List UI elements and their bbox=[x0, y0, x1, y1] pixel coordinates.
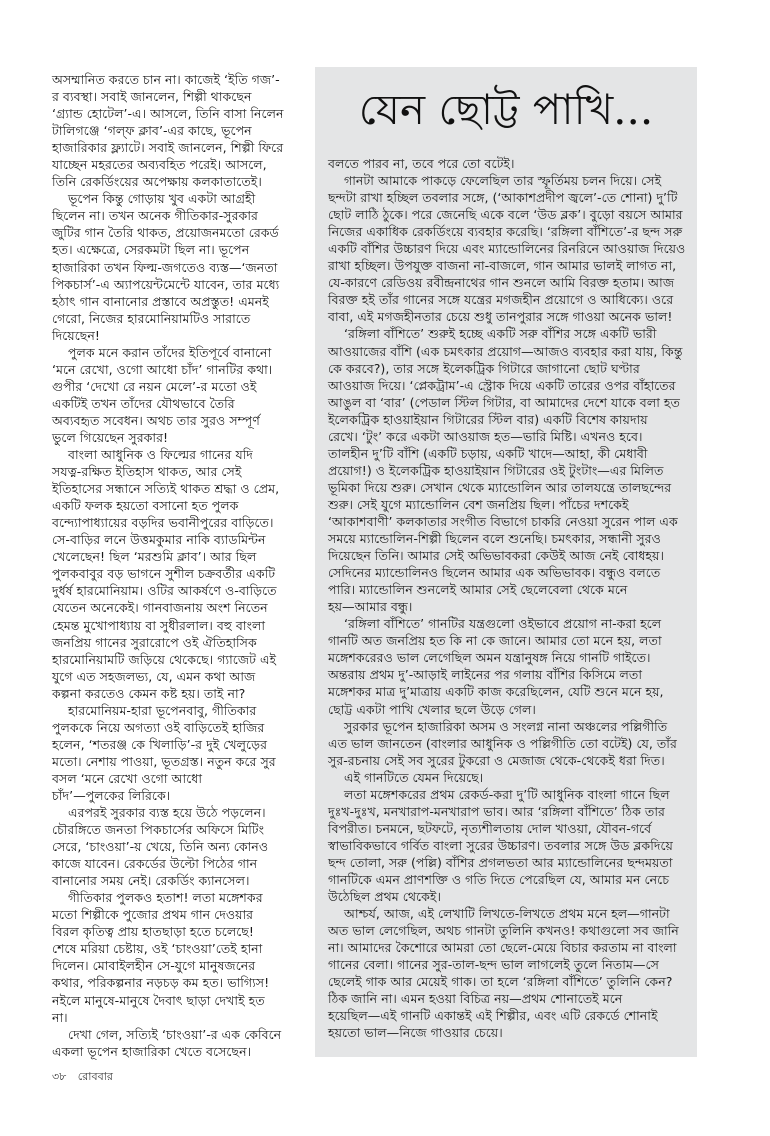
text-line: বন্দ্যোপাধ্যায়ের বড়দির ভবানীপুরের বাড়িতে। bbox=[52, 515, 274, 531]
text-line: ‘গ্র্যান্ড হোটেল’-এ। আসলে, তিনি বাসা নিলেন bbox=[52, 106, 284, 122]
text-line: পুলকবাবুর বড় ভাগনে সুশীল চক্রবর্তীর একটি bbox=[52, 566, 276, 582]
text-line: হয়েছিল—এই গানটি একান্তই এই শিল্পীর, এবং এটি রেকর্ডে শোনাই bbox=[328, 1008, 658, 1024]
text-line: নইলে মানুষে-মানুষে দৈবাৎ ছাড়া দেখাই হত bbox=[52, 992, 265, 1008]
text-line: ছিলেন না। তখন অনেক গীতিকার-সুরকার bbox=[52, 208, 258, 224]
text-line: একটিই তখন তাঁদের যৌথভাবে তৈরি bbox=[52, 395, 235, 411]
text-line: বাবা, এই মগজহীনতার চেয়ে শুধু তানপুরার সঙ্গে গাওয়া অনেক ভাল! bbox=[328, 309, 673, 325]
text-line: এরপরই সুরকার ব্যস্ত হয়ে উঠে পড়লেন। bbox=[68, 805, 266, 821]
paragraph bbox=[328, 786, 693, 905]
text-line: আশ্চর্য, আজ, এই লেখাটি লিখতে-লিখতে প্রথম মনে হল—গানটা bbox=[344, 906, 670, 922]
text-line: দিয়েছেন তিনি। আমার সেই অভিভাবকরা কেউই আজ নেই বোধহয়। bbox=[328, 548, 664, 564]
text-line: দিয়েছেন! bbox=[52, 327, 100, 343]
text-line: ‘রঙ্গিলা বাঁশিতে’ গানটির যন্ত্রগুলো ওইভাবে প্রয়োগ না-করা হলে bbox=[344, 616, 662, 632]
text-line: ঠিক জানি না। এমন হওয়া বিচিত্র নয়—প্রথম শোনাতেই মনে bbox=[328, 991, 623, 1007]
text-line: শুরু। সেই যুগে ম্যান্ডোলিন বেশ জনপ্রিয় ছিল। পাঁচের দশকেই bbox=[328, 496, 629, 512]
text-line: গানটি অত জনপ্রিয় হত কি না কে জানে। আমার তো মনে হয়, লতা bbox=[328, 633, 662, 649]
text-line: দেখা গেল, সত্যিই ‘চাংওয়া’-র এক কেবিনে bbox=[68, 1026, 282, 1042]
text-line: হাজারিকা তখন ফিল্ম-জগতেও ব্যস্ত—‘জনতা bbox=[52, 259, 278, 275]
text-line: ‘রঙ্গিলা বাঁশিতে’ শুরুই হচ্ছে একটি সরু বাঁশির সঙ্গে একটি ভারী bbox=[344, 326, 657, 342]
paragraph bbox=[328, 769, 693, 786]
text-line: ইতিহাসের সন্ধানে সত্যিই থাকত শ্রদ্ধা ও প্রেম, bbox=[52, 481, 280, 497]
text-line: নিজের একাধিক রেকর্ডিংয়ে ব্যবহার করেছি। ‘রঙ্গিলা বাঁশিতে’-র ছন্দ সরু bbox=[328, 224, 683, 240]
text-line: আওয়াজের বাঁশি (এক চমৎকার প্রয়োগ—আজও ব্যবহার করা যায়, কিন্তু bbox=[328, 343, 683, 359]
text-line: ছেলেই গাক আর মেয়েই গাক। তা হলে ‘রঙ্গিলা বাঁশিতে’ তুলিনি কেন? bbox=[328, 974, 673, 990]
page-footer bbox=[52, 1068, 121, 1087]
text-line: সে-বাড়ির লনে উত্তমকুমার নাকি ব্যাডমিন্টন bbox=[52, 532, 266, 548]
text-line: হেমন্ত মুখোপাধ্যায় বা সুধীরলাল। বহু বাংলা bbox=[52, 617, 266, 633]
text-line: সেরে, ‘চাংওয়া’-য় খেয়ে, তিনি অন্য কোনও bbox=[52, 839, 269, 855]
text-line: কাজে যাবেন। রেকর্ডের উল্টো পিঠের গান bbox=[52, 856, 258, 872]
text-line: রাখা হচ্ছিল। উপযুক্ত বাজনা না-বাজলে, গান আমার ভালই লাগত না, bbox=[328, 258, 677, 274]
text-line: হয়তো ভাল—নিজে গাওয়ার চেয়ে। bbox=[328, 1025, 503, 1041]
text-line: এই গানটিতে যেমন দিয়েছে। bbox=[344, 769, 484, 785]
text-line: গুপীর ‘দেখো রে নয়ন মেলে’-র মতো ওই bbox=[52, 378, 257, 394]
text-line: এত ভাল জানতেন (বাংলার আধুনিক ও পল্লিগীতি তো বটেই) যে, তাঁর bbox=[328, 735, 677, 751]
text-line: আঙুল বা ‘বার’ (পেডাল স্টিল গিটার, বা আমাদের দেশে যাকে বলা হত bbox=[328, 394, 680, 410]
text-line: মতো শিল্পীকে পুজোর প্রথম গান দেওয়ার bbox=[52, 907, 254, 923]
text-line: ছোট্ট একটা পাখি খেলার ছলে উড়ে গেল। bbox=[328, 701, 536, 717]
paragraph bbox=[328, 325, 693, 615]
text-line: সময়ে ম্যান্ডোলিন-শিল্পী ছিলেন বলে শুনেছি। চমৎকার, সন্ধানী সুরও bbox=[328, 531, 661, 547]
text-line: সুরকার ভূপেন হাজারিকা অসম ও সংলগ্ন নানা অঞ্চলের পল্লিগীতি bbox=[344, 718, 668, 734]
text-line: হারমোনিয়ামটি জড়িয়ে থেকেছে। গ্যাজেট এই bbox=[52, 651, 277, 667]
paragraph bbox=[52, 889, 308, 1025]
text-line: লতা মঙ্গেশকরের প্রথম রেকর্ড-করা দু’টি আধুনিক বাংলা গানে ছিল bbox=[344, 786, 670, 802]
text-line: অব্যবহৃত সবেধন। অথচ তার সুরও সম্পূর্ণ bbox=[52, 412, 260, 428]
text-line: বিরক্ত হই তাঁর গানের সঙ্গে যন্ত্রের মগজহীন প্রয়োগে ও আধিক্যে। ওরে bbox=[328, 292, 674, 308]
text-line: বলতে পারব না, তবে পরে তো বটেই। bbox=[328, 156, 515, 171]
paragraph bbox=[52, 190, 308, 343]
text-line: বিপরীত। চনমনে, ছটফটে, নৃত্যশীলতায় দোল খাওয়া, যৌবন-গর্বে bbox=[328, 820, 652, 836]
paragraph bbox=[328, 155, 693, 172]
text-line: বাংলা আধুনিক ও ফিল্মের গানের যদি bbox=[68, 447, 253, 463]
text-line: গীতিকার পুলকও হতাশ! লতা মঙ্গেশকর bbox=[68, 890, 263, 906]
text-line: উঠেছিল প্রথম থেকেই। bbox=[328, 889, 441, 905]
paragraph bbox=[52, 71, 308, 190]
text-line: কল্পনা করতেও কেমন কষ্ট হয়। তাই না? bbox=[52, 685, 246, 701]
sidebar-title: যেন ছোট্ট পাখি... bbox=[358, 85, 654, 134]
text-line: চাঁদ’—পুলকের লিরিকে। bbox=[52, 787, 171, 803]
text-line: আওয়াজ দিয়ে। ‘প্লেকট্রাম’-এ স্ট্রোক দিয়ে একটি তারের ওপর বাঁহাতের bbox=[328, 377, 676, 393]
left-article-column bbox=[52, 71, 308, 1060]
text-line: র ব্যবস্থা। সবাই জানলেন, শিল্পী থাকছেন bbox=[52, 89, 252, 105]
paragraph bbox=[52, 1026, 308, 1060]
text-line: ছন্দটা রাখা হচ্ছিল তবলার সঙ্গে, (‘আকাশপ্রদীপ জ্বলে’-তে শোনা) দু’টি bbox=[328, 190, 678, 206]
text-line: মতো। নেশায় পাওয়া, ভূতগ্রস্ত। নতুন করে সুর bbox=[52, 753, 276, 769]
text-line: সযত্ন-রক্ষিত ইতিহাস থাকত, আর সেই bbox=[52, 464, 242, 480]
paragraph bbox=[52, 344, 308, 446]
text-line: স্বাভাবিকভাবে গর্বিত বাংলা সুরের উচ্চারণ। তবলার সঙ্গে উড ব্লকদিয়ে bbox=[328, 837, 673, 853]
magazine-name: রোববার bbox=[77, 1070, 113, 1083]
text-line: সুর-রচনায় সেই সব সুরের টুকরো ও মেজাজ থেকে-থেকেই ধরা দিত। bbox=[328, 752, 665, 768]
text-line: না। bbox=[52, 1009, 68, 1025]
text-line: একটি বাঁশির উচ্চারণ দিয়ে এবং ম্যান্ডোলিনের রিনরিনে আওয়াজ দিয়েও bbox=[328, 241, 686, 257]
paragraph bbox=[328, 905, 693, 1041]
text-line: গানটা আমাকে পাকড়ে ফেলেছিল তার স্ফূর্তিময় চলন দিয়ে। সেই bbox=[344, 173, 662, 189]
text-line: না। আমাদের কৈশোরে আমরা তো ছেলে-মেয়ে বিচার করতাম না বাংলা bbox=[328, 940, 677, 956]
text-line: প্রয়োগ!) ও ইলেকট্রিক হাওয়াইয়ান গিটারের ওই টুংটাং—এর মিলিত bbox=[328, 462, 664, 478]
text-line: তিনি রেকর্ডিংয়ের অপেক্ষায় কলকাতাতেই। bbox=[52, 174, 262, 190]
text-line: দুর্ধর্ষ হারমোনিয়াম। ওটির আকর্ষণে ও-বাড়িতে bbox=[52, 583, 277, 599]
text-line: হঠাৎ গান বানানোর প্রস্তাবে অপ্রস্তুত! এমনই bbox=[52, 293, 269, 309]
text-line: দুঃখ-দুঃখ, মনখারাপ-মনখারাপ ভাব। আর ‘রঙ্গিলা বাঁশিতে’ ঠিক তার bbox=[328, 803, 665, 819]
text-line: ভূপেন কিন্তু গোড়ায় খুব একটা আগ্রহী bbox=[68, 191, 256, 207]
text-line: একটি ফলক হয়তো বসানো হত পুলক bbox=[52, 498, 239, 514]
paragraph bbox=[328, 172, 693, 325]
text-line: জনপ্রিয় গানের সুরারোপে ওই ঐতিহাসিক bbox=[52, 634, 257, 650]
paragraph bbox=[328, 615, 693, 717]
sidebar-article-column bbox=[328, 155, 693, 1041]
text-line: মঙ্গেশকরেরও ভাল লেগেছিল অমন যন্ত্রানুষঙ্গ নিয়ে গানটি গাইতে। bbox=[328, 650, 651, 666]
text-line: যুগে এত সহজলভ্য, যে, এমন কথা আজ bbox=[52, 668, 256, 684]
page-number: ৩৮ bbox=[52, 1070, 67, 1083]
text-line: একলা ভূপেন হাজারিকা খেতে বসেছেন। bbox=[52, 1043, 252, 1059]
text-line: হত। এক্ষেত্রে, সেরকমটা ছিল না। ভূপেন bbox=[52, 242, 250, 258]
text-line: শেষে মরিয়া চেষ্টায়, ওই ‘চাংওয়া’তেই হানা bbox=[52, 941, 263, 957]
paragraph bbox=[52, 804, 308, 889]
text-line: টালিগঞ্জে ‘গল্‌ফ ক্লাব’-এর কাছে, ভূপেন bbox=[52, 123, 252, 139]
text-line: যেতেন অনেকেই। গানবাজনায় অংশ নিতেন bbox=[52, 600, 268, 616]
text-line: গানটিকে এমন প্রাণশক্তি ও গতি দিতে পেরেছিল যে, আমার মন নেচে bbox=[328, 871, 670, 887]
text-line: গেরো, নিজের হারমোনিয়ামটিও সারাতে bbox=[52, 310, 251, 326]
text-line: বিরল কৃতিত্ব প্রায় হাতছাড়া হতে চলেছে! bbox=[52, 924, 254, 940]
text-line: পুলক মনে করান তাঁদের ইতিপূর্বে বানানো bbox=[68, 344, 272, 360]
text-line: জুটির গান তৈরি থাকত, প্রয়োজনমতো রেকর্ড bbox=[52, 225, 279, 241]
text-line: দিলেন। মোবাইলহীন সে-যুগে মানুষজনের bbox=[52, 958, 256, 974]
text-line: তালহীন দু’টি বাঁশি (একটি চড়ায়, একটি খাদে—আহা, কী মেধাবী bbox=[328, 445, 648, 461]
text-line: কে করবে?), তার সঙ্গে ইলেকট্রিক গিটারে জাগানো ছোট ঘণ্টার bbox=[328, 360, 640, 376]
text-line: অত ভাল লেগেছিল, অথচ গানটা তুলিনি কখনও! কথাগুলো সব জানি bbox=[328, 923, 679, 939]
text-line: যে-কারণে রেডিওয় রবীন্দ্রনাথের গান শুনলে আমি বিরক্ত হতাম। আজ bbox=[328, 275, 675, 291]
text-line: হলেন, ‘শতরঞ্জ কে খিলাড়ি’-র দুই খেলুড়ের bbox=[52, 736, 267, 752]
text-line: চৌরঙ্গিতে জনতা পিকচার্সের অফিসে মিটিং bbox=[52, 822, 265, 838]
paragraph bbox=[52, 702, 308, 804]
text-line: বসল ‘মনে রেখো ওগো আধো bbox=[52, 770, 203, 786]
text-line: খেলেছেন! ছিল ‘মরশুমি ক্লাব’। আর ছিল bbox=[52, 549, 257, 565]
text-line: হয়—আমার বন্ধু। bbox=[328, 599, 413, 615]
text-line: অন্তরায় প্রথম দু’-আড়াই লাইনের পর গলায় বাঁশির কিসিমে লতা bbox=[328, 667, 642, 683]
text-line: পিকচার্স’-এ অ্যাপয়েন্টমেন্টে যাবেন, তার মধ্যে bbox=[52, 276, 280, 292]
text-line: বানানোর সময় নেই। রেকর্ডিং ক্যানসেল। bbox=[52, 873, 250, 889]
text-line: ভূমিকা দিয়ে শুরু। সেখান থেকে ম্যান্ডোলিন আর তালযন্ত্রে তালছন্দের bbox=[328, 479, 672, 495]
text-line: যাচ্ছেন মহরতের অব্যবহিত পরেই। আসলে, bbox=[52, 157, 267, 173]
text-line: অসম্মানিত করতে চান না। কাজেই ‘ইতি গজ’- bbox=[52, 72, 280, 87]
text-line: ইলেকট্রিক হাওয়াইয়ান গিটারের স্টিল বার) একটি বিশেষ কায়দায় bbox=[328, 411, 648, 427]
text-line: ছোট লাঠি ঠুকে। পরে জেনেছি একে বলে ‘উড ব্লক’। বুড়ো বয়সে আমার bbox=[328, 207, 683, 223]
text-line: পারি। ম্যান্ডোলিন শুনলেই আমার সেই ছেলেবেলা থেকে মনে bbox=[328, 582, 628, 598]
text-line: পুলককে নিয়ে অগত্যা ওই বাড়িতেই হাজির bbox=[52, 719, 265, 735]
text-line: ‘মনে রেখো, ওগো আধো চাঁদ’ গানটির কথা। bbox=[52, 361, 273, 377]
text-line: রেখে। ‘টুং’ করে একটা আওয়াজ হত—ভারি মিষ্টি। এখনও হবে। bbox=[328, 428, 643, 444]
text-line: সেদিনের ম্যান্ডোলিনও ছিলেন আমার এক অভিভাবক। বন্ধুও বলতে bbox=[328, 565, 661, 581]
text-line: ভুলে গিয়েছেন সুরকার! bbox=[52, 429, 169, 445]
paragraph bbox=[328, 718, 693, 769]
text-line: কথার, পরিকল্পনার নড়চড় কম হত। ভাগ্যিস! bbox=[52, 975, 270, 991]
text-line: গানের বেলা। গানের সুর-তাল-ছন্দ ভাল লাগলেই তুলে নিতাম—সে bbox=[328, 957, 659, 973]
text-line: হারমোনিয়ম-হারা ভূপেনবাবু, গীতিকার bbox=[68, 702, 257, 718]
text-line: ‘আকাশবাণী’ কলকাতার সংগীত বিভাগে চাকরি নেওয়া সুরেন পাল এক bbox=[328, 513, 678, 529]
text-line: ছন্দ তোলা, সরু (পল্লি) বাঁশির প্রগলভতা আর ম্যান্ডোলিনের ছন্দময়তা bbox=[328, 854, 673, 870]
paragraph bbox=[52, 446, 308, 702]
text-line: হাজারিকার ফ্ল্যাটে। সবাই জানলেন, শিল্পী ফিরে bbox=[52, 140, 284, 156]
text-line: মঙ্গেশকর মাত্র দু’মাত্রায় একটি কাজ করেছিলেন, যেটি শুনে মনে হয়, bbox=[328, 684, 664, 700]
